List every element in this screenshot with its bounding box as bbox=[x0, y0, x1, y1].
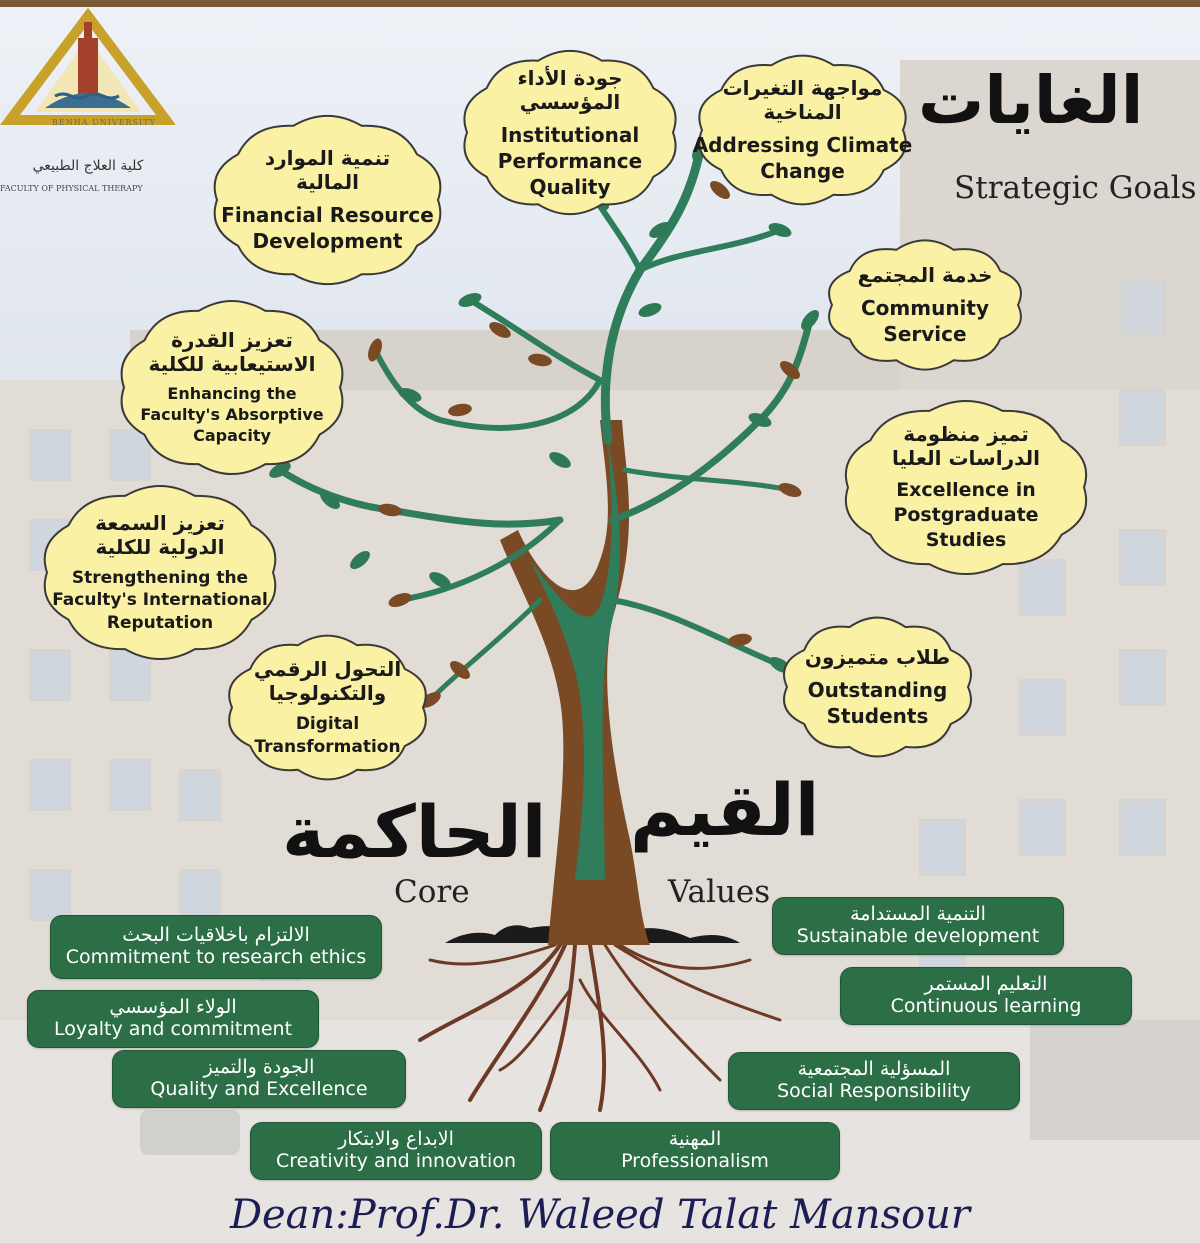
goal-cloud bbox=[112, 295, 352, 480]
tree-branch bbox=[470, 300, 600, 380]
goal-text bbox=[112, 295, 352, 480]
goal-title-en: Reputation bbox=[106, 612, 214, 633]
goal-text bbox=[775, 612, 980, 762]
value-pill bbox=[550, 1122, 840, 1180]
goal-title-en: Development bbox=[252, 229, 403, 253]
goal-text bbox=[690, 50, 915, 210]
tree-root bbox=[430, 945, 555, 964]
goal-text bbox=[836, 395, 1096, 580]
tree-root bbox=[590, 945, 604, 1110]
goal-text bbox=[455, 45, 685, 220]
tree-root bbox=[620, 945, 750, 968]
value-ar: التنمية المستدامة bbox=[850, 903, 986, 926]
tree-leaf bbox=[767, 220, 794, 239]
goal-title-en: Studies bbox=[925, 528, 1007, 551]
tree-root bbox=[580, 980, 660, 1090]
tree-branch bbox=[612, 600, 780, 665]
value-ar: الالتزام باخلاقيات البحث bbox=[122, 924, 310, 947]
goals-heading-ar: الغايات bbox=[918, 62, 1144, 139]
goal-title-ar: الاستيعابية للكلية bbox=[148, 352, 316, 377]
value-en: Continuous learning bbox=[890, 995, 1082, 1017]
tree-leaf bbox=[347, 548, 373, 573]
faculty-name-en: FACULTY OF PHYSICAL THERAPY bbox=[0, 184, 143, 193]
tree-leaf bbox=[447, 402, 473, 418]
goal-title-en: Capacity bbox=[193, 425, 271, 445]
values-heading-ar-right: القيم bbox=[630, 768, 820, 852]
value-ar: الجودة والتميز bbox=[203, 1056, 315, 1079]
goal-title-en: Performance bbox=[497, 148, 643, 173]
goal-title-ar: مواجهة التغيرات bbox=[722, 76, 883, 100]
goal-cloud bbox=[836, 395, 1096, 580]
tree-leaf bbox=[777, 480, 804, 499]
value-ar: المهنية bbox=[668, 1128, 722, 1151]
goal-title-ar: تعزيز القدرة bbox=[171, 328, 293, 353]
values-heading-en-left: Core bbox=[394, 874, 470, 910]
tree-branch bbox=[625, 470, 790, 490]
goal-title-en: Change bbox=[760, 159, 845, 183]
value-en: Loyalty and commitment bbox=[53, 1018, 293, 1040]
goal-title-ar: خدمة المجتمع bbox=[857, 263, 993, 287]
value-ar: التعليم المستمر bbox=[924, 973, 1048, 996]
goal-title-ar: التحول الرقمي bbox=[253, 657, 402, 682]
goal-cloud bbox=[775, 612, 980, 762]
goal-title-en: Enhancing the bbox=[167, 384, 297, 404]
value-en: Quality and Excellence bbox=[150, 1078, 368, 1100]
goal-text bbox=[820, 235, 1030, 375]
goal-title-en: Financial Resource bbox=[221, 203, 434, 227]
value-pill bbox=[250, 1122, 542, 1180]
tree-leaf bbox=[527, 352, 553, 368]
value-pill bbox=[27, 990, 319, 1048]
goal-title-en: Faculty's International bbox=[52, 590, 268, 611]
faculty-name-ar: كلية العلاج الطبيعي bbox=[32, 158, 144, 174]
goal-title-ar: تميز منظومة bbox=[903, 422, 1029, 447]
goal-title-ar: المناخية bbox=[763, 100, 842, 124]
goal-title-en: Students bbox=[826, 704, 929, 728]
goal-cloud bbox=[820, 235, 1030, 375]
goals-heading-en: Strategic Goals bbox=[954, 170, 1197, 206]
tree-leaf bbox=[547, 449, 574, 471]
value-pill bbox=[728, 1052, 1020, 1110]
goal-cloud bbox=[455, 45, 685, 220]
value-pill bbox=[840, 967, 1132, 1025]
value-pill bbox=[112, 1050, 406, 1108]
goal-title-en: Postgraduate bbox=[893, 504, 1039, 527]
tree-leaf bbox=[377, 502, 403, 518]
goal-title-en: Digital bbox=[295, 714, 360, 735]
goal-title-en: Quality bbox=[529, 174, 611, 199]
goal-title-en: Service bbox=[883, 322, 967, 346]
goal-cloud bbox=[205, 110, 450, 290]
values-heading-en-right: Values bbox=[668, 874, 771, 910]
tree-leaf bbox=[637, 300, 664, 319]
goal-title-en: Strengthening the bbox=[71, 568, 249, 589]
goal-title-en: Transformation bbox=[254, 736, 401, 757]
goal-title-ar: والتكنولوجيا bbox=[268, 681, 387, 706]
value-en: Commitment to research ethics bbox=[65, 946, 367, 968]
value-en: Professionalism bbox=[621, 1150, 769, 1172]
goal-text bbox=[220, 630, 435, 785]
value-ar: الولاء المؤسسي bbox=[109, 996, 237, 1019]
goal-title-ar: الدولية للكلية bbox=[95, 535, 225, 560]
goal-title-ar: جودة الأداء bbox=[517, 65, 623, 90]
tree-branch bbox=[430, 600, 540, 700]
goal-title-en: Institutional bbox=[500, 122, 640, 147]
goal-title-ar: المالية bbox=[295, 170, 360, 194]
value-en: Social Responsibility bbox=[777, 1080, 971, 1102]
goal-title-en: Outstanding bbox=[807, 678, 948, 702]
value-ar: الابداع والابتكار bbox=[338, 1128, 454, 1151]
goal-text bbox=[205, 110, 450, 290]
goal-title-en: Faculty's Absorptive bbox=[140, 405, 324, 425]
goal-title-ar: تعزيز السمعة bbox=[95, 511, 225, 536]
value-en: Sustainable development bbox=[796, 925, 1040, 947]
goal-cloud bbox=[690, 50, 915, 210]
goal-title-ar: المؤسسي bbox=[519, 89, 621, 114]
tree-leaf bbox=[387, 590, 414, 609]
goal-title-en: Community bbox=[860, 296, 990, 320]
value-ar: المسؤلية المجتمعية bbox=[797, 1058, 951, 1081]
values-heading-ar-left: الحاكمة bbox=[282, 790, 547, 874]
goal-title-en: Addressing Climate bbox=[692, 133, 913, 157]
value-en: Creativity and innovation bbox=[275, 1150, 517, 1172]
goal-title-en: Excellence in bbox=[896, 479, 1036, 502]
value-pill bbox=[772, 897, 1064, 955]
university-name-en: BENHA UNIVERSITY bbox=[52, 118, 156, 127]
dean-signature: Dean:Prof.Dr. Waleed Talat Mansour bbox=[229, 1192, 971, 1238]
goal-title-ar: الدراسات العليا bbox=[891, 446, 1041, 471]
goal-title-ar: طلاب متميزون bbox=[804, 645, 951, 669]
goal-title-ar: تنمية الموارد bbox=[264, 146, 391, 170]
goal-cloud bbox=[220, 630, 435, 785]
tree-root bbox=[540, 945, 575, 1110]
value-pill bbox=[50, 915, 382, 979]
